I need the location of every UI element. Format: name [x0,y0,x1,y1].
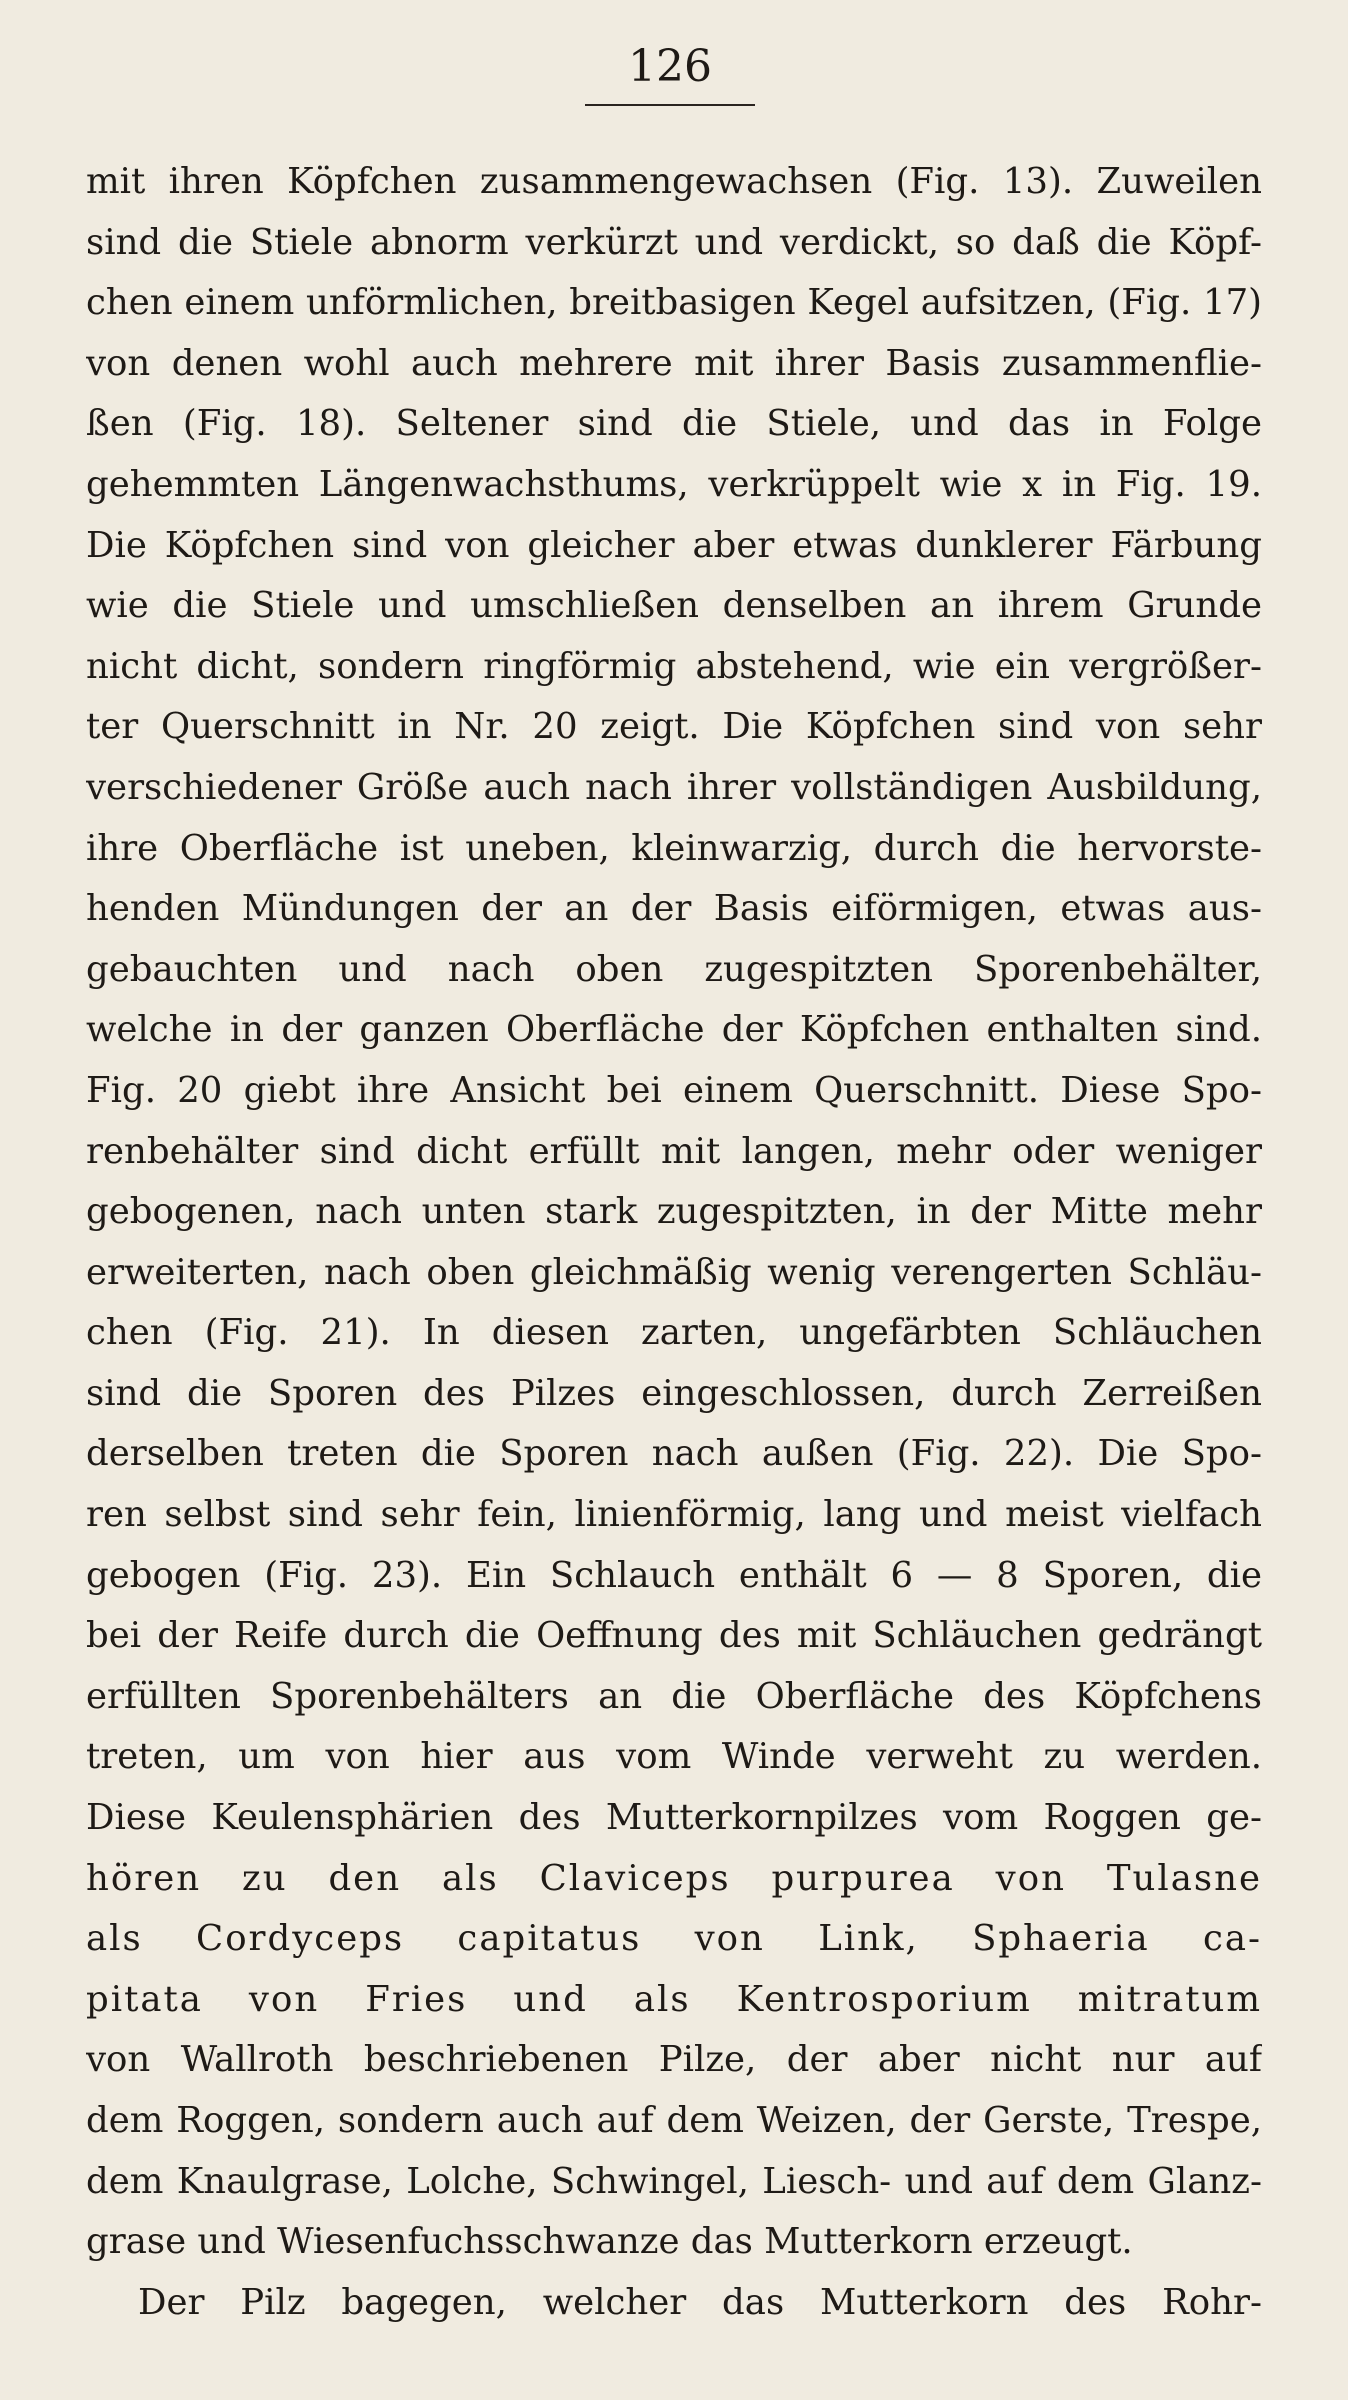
text-line: grase und Wiesenfuchsschwanze das Mutterkorn erzeugt. [86,2221,1133,2263]
text-line: erfüllten Sporenbehälters an die Oberfläche des Köpfchens [86,1675,1262,1717]
text-line: henden Mündungen der an der Basis eiförmigen, etwas aus- [86,888,1262,930]
text-line: dem Knaulgrase, Lolche, Schwingel, Liesch- und auf dem Glanz- [86,2160,1262,2202]
text-line: welche in der ganzen Oberfläche der Köpfchen enthalten sind. [86,1009,1262,1051]
text-line: gebogenen, nach unten stark zugespitzten, in der Mitte mehr [86,1191,1262,1233]
body-text [86,152,1262,2333]
text-line: ßen (Fig. 18). Seltener sind die Stiele, und das in Folge [86,403,1262,445]
text-line: erweiterten, nach oben gleichmäßig wenig verengerten Schläu- [86,1251,1262,1293]
text-line: hören zu den als Claviceps purpurea von Tulasne [86,1857,1262,1899]
text-line: Fig. 20 giebt ihre Ansicht bei einem Querschnitt. Diese Spo- [86,1069,1262,1111]
text-line: bei der Reife durch die Oeffnung des mit Schläuchen gedrängt [86,1615,1262,1657]
text-line: als Cordyceps capitatus von Link, Sphaeria ca- [86,1918,1262,1960]
text-line: chen einem unförmlichen, breitbasigen Kegel aufsitzen, (Fig. 17) [86,282,1262,324]
page-number-rule [585,104,755,106]
text-line: gehemmten Längenwachsthums, verkrüppelt wie x in Fig. 19. [86,463,1262,505]
text-line: von denen wohl auch mehrere mit ihrer Basis zusammenflie- [86,342,1262,384]
text-line: Der Pilz bagegen, welcher das Mutterkorn des Rohr- [138,2281,1262,2323]
text-line: ren selbst sind sehr fein, linienförmig, lang und meist vielfach [86,1494,1262,1536]
text-line: dem Roggen, sondern auch auf dem Weizen, der Gerste, Trespe, [86,2100,1262,2141]
text-line: pitata von Fries und als Kentrosporium mitratum [86,1978,1262,2020]
text-line: von Wallroth beschriebenen Pilze, der aber nicht nur auf [86,2039,1262,2081]
text-line: gebogen (Fig. 23). Ein Schlauch enthält 6 — 8 Sporen, die [86,1554,1262,1596]
page-number: 126 [628,41,712,92]
text-line: chen (Fig. 21). In diesen zarten, ungefärbten Schläuchen [86,1312,1262,1354]
text-line: gebauchten und nach oben zugespitzten Sporenbehälter, [86,948,1262,990]
text-line: verschiedener Größe auch nach ihrer vollständigen Ausbildung, [86,766,1262,808]
text-line: ter Querschnitt in Nr. 20 zeigt. Die Köpfchen sind von sehr [86,706,1262,748]
text-line: derselben treten die Sporen nach außen (Fig. 22). Die Spo- [86,1433,1262,1475]
text-line: wie die Stiele und umschließen denselben an ihrem Grunde [86,585,1262,627]
text-line: sind die Stiele abnorm verkürzt und verdickt, so daß die Köpf- [86,221,1262,263]
text-line: renbehälter sind dicht erfüllt mit langen, mehr oder weniger [86,1130,1262,1172]
text-line: Diese Keulensphärien des Mutterkornpilzes vom Roggen ge- [86,1797,1262,1839]
text-line: Die Köpfchen sind von gleicher aber etwas dunklerer Färbung [86,524,1262,566]
text-line: sind die Sporen des Pilzes eingeschlossen, durch Zerreißen [86,1372,1262,1414]
text-line: treten, um von hier aus vom Winde verweht zu werden. [86,1736,1262,1778]
text-line: mit ihren Köpfchen zusammengewachsen (Fig. 13). Zuweilen [86,161,1262,202]
text-line: ihre Oberfläche ist uneben, kleinwarzig, durch die hervorste- [86,827,1262,869]
text-line: nicht dicht, sondern ringförmig abstehend, wie ein vergrößer- [86,645,1262,687]
